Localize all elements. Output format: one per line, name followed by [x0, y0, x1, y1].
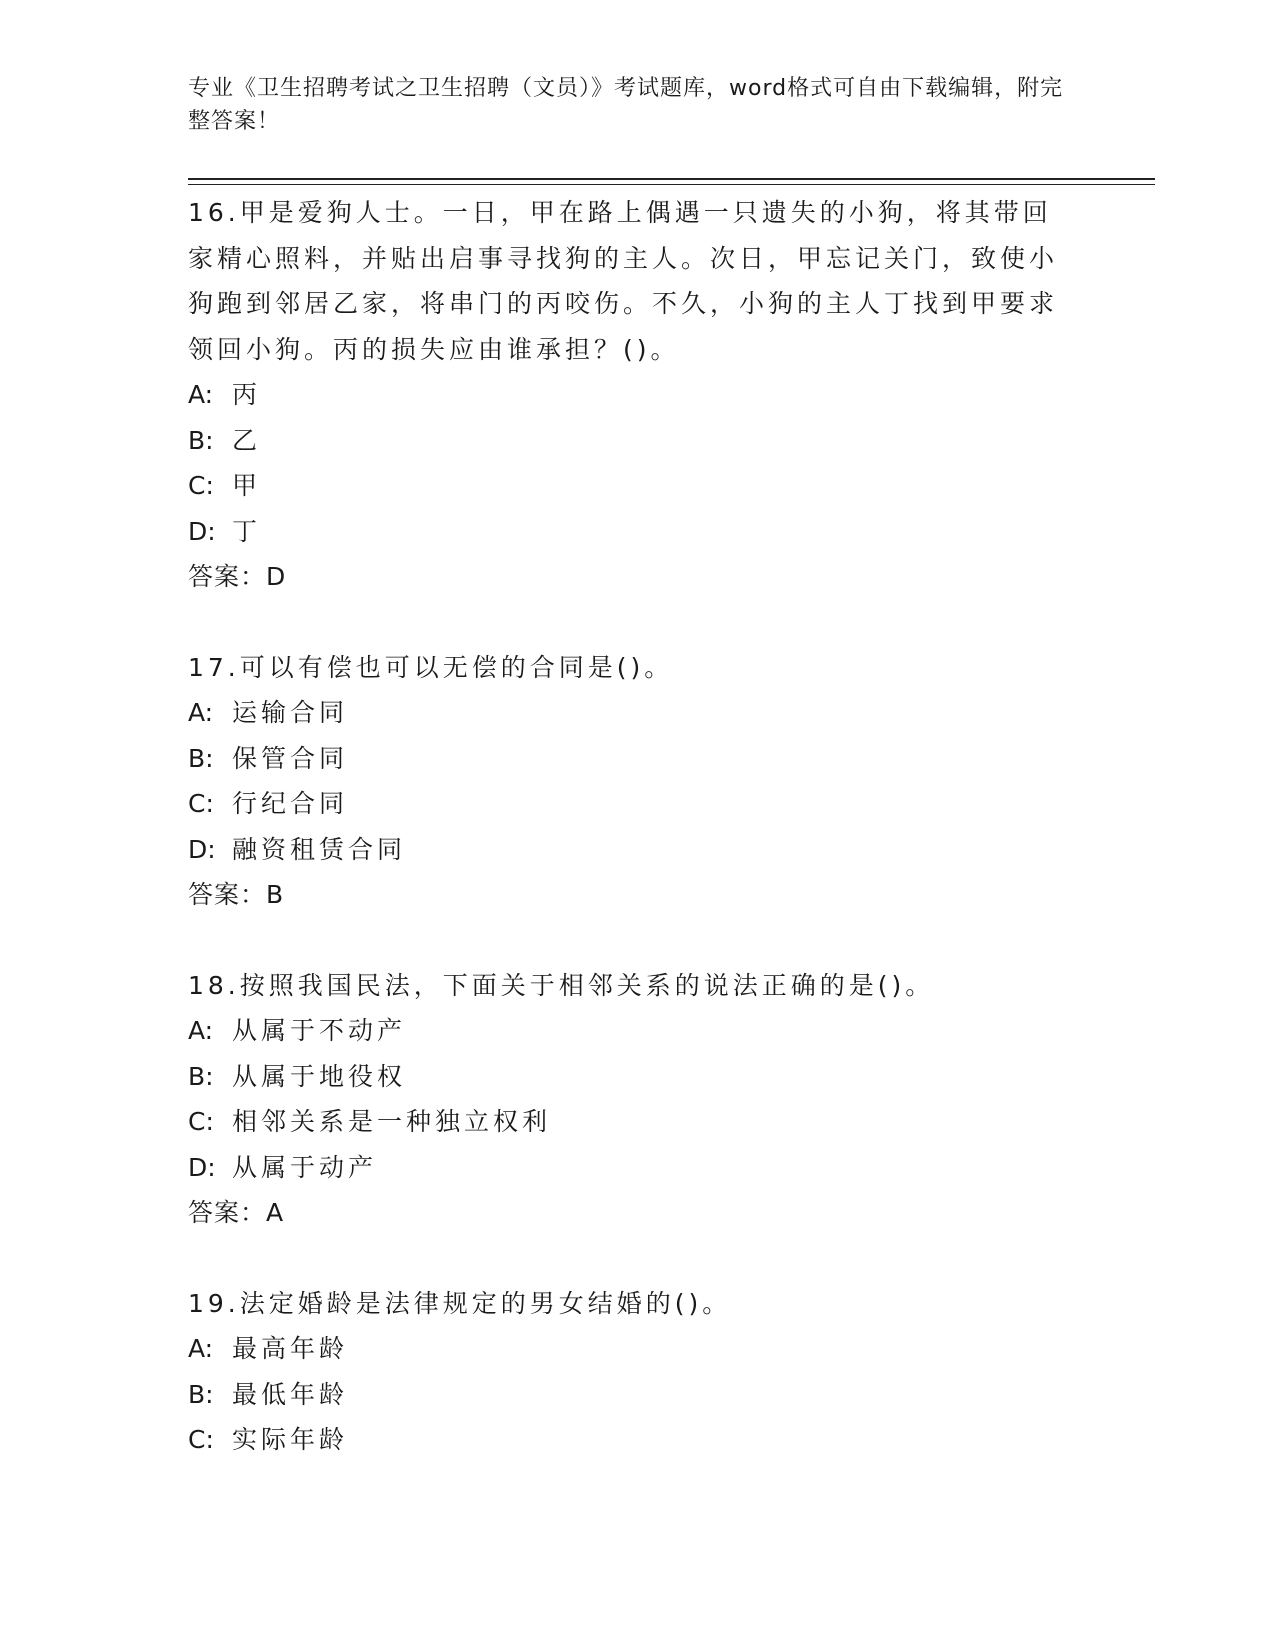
option-text: 相邻关系是一种独立权利	[232, 1107, 552, 1136]
document-header: 专业《卫生招聘考试之卫生招聘（文员）》考试题库，word格式可自由下载编辑，附完整答案！	[188, 76, 1064, 134]
option-letter: C:	[188, 471, 214, 500]
option-text: 保管合同	[232, 743, 349, 773]
option-text: 丁	[232, 516, 262, 546]
option-text: 从属于地役权	[232, 1061, 407, 1091]
option-a	[188, 1326, 1088, 1372]
question-19	[188, 1281, 1088, 1463]
question-stem: 19.法定婚龄是法律规定的男女结婚的()。	[188, 1288, 732, 1318]
option-b	[188, 736, 1088, 782]
option-text: 最高年龄	[232, 1334, 349, 1363]
option-b	[188, 1054, 1088, 1100]
option-letter: C:	[188, 1107, 214, 1136]
question-list	[188, 190, 1088, 1508]
option-c	[188, 1099, 1088, 1145]
option-text: 从属于动产	[232, 1152, 378, 1182]
option-letter: A:	[188, 1016, 214, 1045]
option-letter: A:	[188, 1334, 214, 1363]
option-letter: B:	[188, 743, 214, 773]
option-text: 实际年龄	[232, 1425, 349, 1454]
answer-line: 答案：D	[188, 562, 287, 591]
option-text: 融资租赁合同	[232, 834, 407, 864]
option-letter: A:	[188, 380, 214, 409]
option-b	[188, 1372, 1088, 1418]
question-18	[188, 963, 1088, 1236]
option-letter: A:	[188, 698, 214, 727]
option-a	[188, 1008, 1088, 1054]
option-text: 乙	[232, 425, 262, 455]
option-text: 甲	[232, 471, 262, 500]
question-17	[188, 645, 1088, 918]
question-stem: 17.可以有偿也可以无偿的合同是()。	[188, 652, 674, 682]
option-letter: B:	[188, 1061, 214, 1091]
question-stem: 16.甲是爱狗人士。一日，甲在路上偶遇一只遗失的小狗，将其带回家精心照料，并贴出启事寻找狗的主人。次日，甲忘记关门，致使小狗跑到邻居乙家，将串门的丙咬伤。不久，小狗的主人丁找到甲要求领回小狗。丙的损失应由谁承担？()。	[188, 198, 1059, 364]
header-divider-thick	[188, 178, 1155, 180]
option-text: 丙	[232, 380, 262, 409]
option-letter: B:	[188, 1379, 214, 1409]
option-letter: B:	[188, 425, 214, 455]
header-divider-thin	[188, 184, 1155, 185]
option-d	[188, 509, 1088, 555]
option-c	[188, 781, 1088, 827]
option-letter: C:	[188, 1425, 214, 1454]
option-b	[188, 418, 1088, 464]
answer-line: 答案：A	[188, 1198, 285, 1227]
question-16	[188, 190, 1088, 600]
option-text: 行纪合同	[232, 789, 349, 818]
option-d	[188, 827, 1088, 873]
option-c	[188, 1417, 1088, 1463]
option-letter: C:	[188, 789, 214, 818]
option-letter: D:	[188, 834, 216, 864]
option-text: 从属于不动产	[232, 1016, 407, 1045]
option-a	[188, 372, 1088, 418]
option-letter: D:	[188, 1152, 216, 1182]
option-text: 最低年龄	[232, 1379, 349, 1409]
option-d	[188, 1145, 1088, 1191]
option-letter: D:	[188, 516, 216, 546]
option-text: 运输合同	[232, 698, 349, 727]
answer-line: 答案：B	[188, 880, 285, 909]
option-a	[188, 690, 1088, 736]
option-c	[188, 463, 1088, 509]
question-stem: 18.按照我国民法，下面关于相邻关系的说法正确的是()。	[188, 970, 935, 1000]
